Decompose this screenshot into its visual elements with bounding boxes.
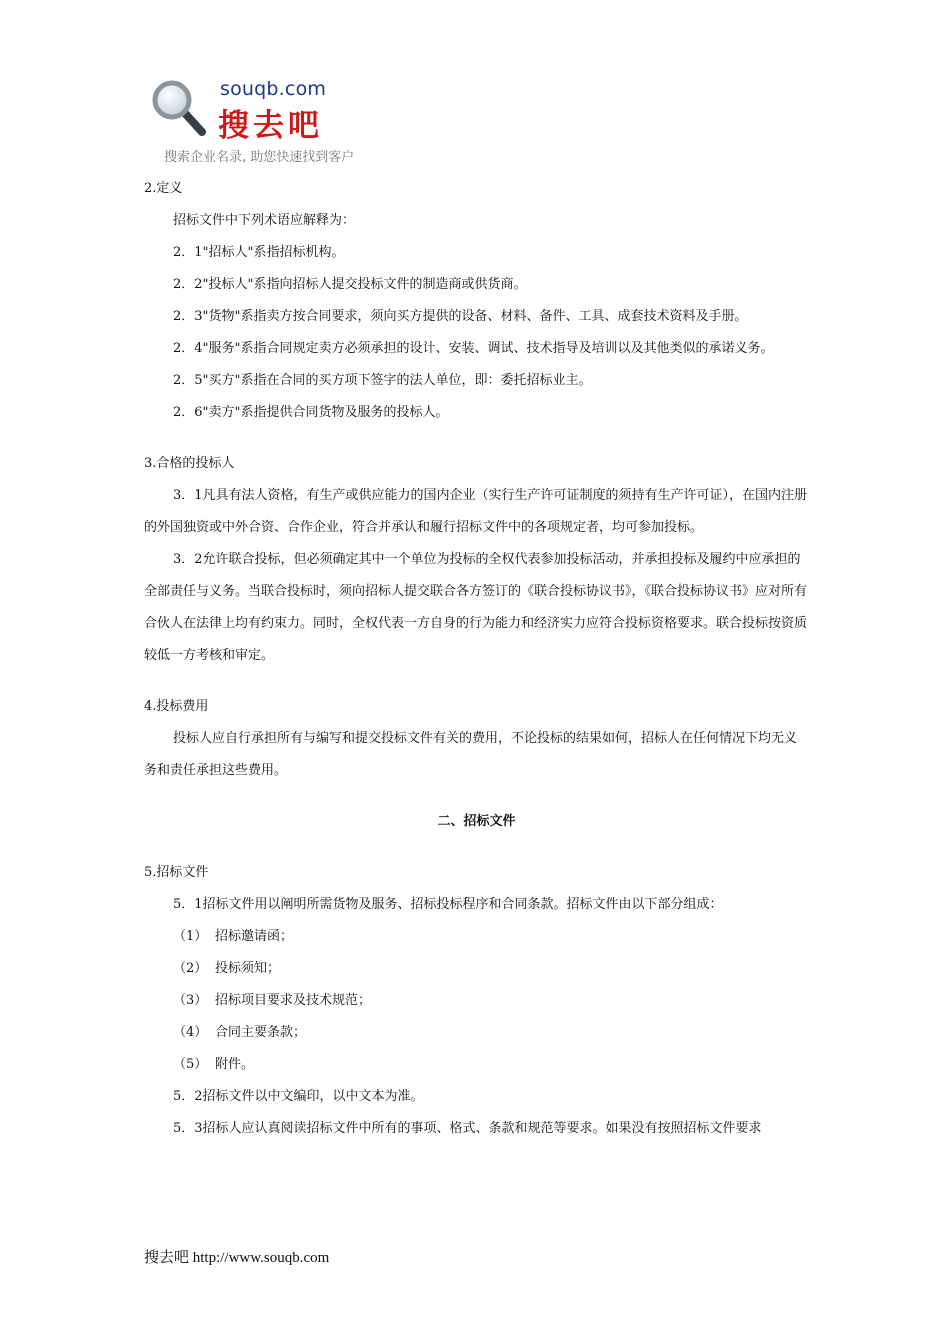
list-number: （4） — [173, 1025, 208, 1040]
logo-domain: souqb.com — [220, 78, 327, 100]
definition-item: 2．3"货物"系指卖方按合同要求，须向买方提供的设备、材料、备件、工具、成套技术资料及手册。 — [173, 309, 748, 324]
list-text: 合同主要条款； — [215, 1025, 307, 1040]
definition-item: 2．1"招标人"系指招标机构。 — [173, 245, 345, 260]
definition-item: 2．4"服务"系指合同规定卖方必须承担的设计、安装、调试、技术指导及培训以及其他类似的承诺义务。 — [173, 341, 774, 356]
list-number: （3） — [173, 993, 208, 1008]
logo-brand: 搜去吧 — [218, 108, 323, 144]
section-2-intro: 招标文件中下列术语应解释为： — [173, 213, 356, 228]
section-5-paragraph-1: 5．1招标文件用以阐明所需货物及服务、招标投标程序和合同条款。招标文件由以下部分组成： — [173, 897, 723, 912]
magnifier-icon — [150, 78, 214, 140]
list-number: （1） — [173, 929, 208, 944]
definition-item: 2．6"卖方"系指提供合同货物及服务的投标人。 — [173, 405, 449, 420]
definition-item: 2．5"买方"系指在合同的买方项下签字的法人单位，即：委托招标业主。 — [173, 373, 592, 388]
list-item — [144, 1017, 809, 1049]
section-2-heading: 2.定义 — [144, 181, 183, 196]
list-text: 招标项目要求及技术规范； — [215, 993, 372, 1008]
section-3-paragraph-1: 3．1凡具有法人资格，有生产或供应能力的国内企业（实行生产许可证制度的须持有生产许可证），在国内注册的外国独资或中外合资、合作企业，符合并承认和履行招标文件中的各项规定者，均可参加投标。 — [144, 488, 808, 535]
definition-item: 2．2"投标人"系指向招标人提交投标文件的制造商或供货商。 — [173, 277, 527, 292]
page-footer: 搜去吧 http://www.souqb.com — [144, 1250, 330, 1266]
list-item — [144, 1049, 809, 1081]
list-number: （5） — [173, 1057, 208, 1072]
section-5-heading: 5.招标文件 — [144, 865, 209, 880]
list-item — [144, 921, 809, 953]
list-item — [144, 953, 809, 985]
list-text: 附件。 — [215, 1057, 255, 1072]
document-body — [144, 173, 809, 1145]
list-number: （2） — [173, 961, 208, 976]
logo-tagline: 搜索企业名录, 助您快速找到客户 — [164, 150, 355, 165]
section-5-paragraph-3: 5．3招标人应认真阅读招标文件中所有的事项、格式、条款和规范等要求。如果没有按照招标文件要求 — [173, 1121, 762, 1136]
chapter-title: 二、招标文件 — [437, 814, 516, 829]
section-4-heading: 4.投标费用 — [144, 699, 209, 714]
site-logo[interactable] — [150, 76, 390, 166]
section-4-paragraph: 投标人应自行承担所有与编写和提交投标文件有关的费用，不论投标的结果如何，招标人在任何情况下均无义务和责任承担这些费用。 — [144, 731, 798, 778]
list-text: 投标须知； — [215, 961, 281, 976]
list-item — [144, 985, 809, 1017]
section-3-heading: 3.合格的投标人 — [144, 456, 235, 471]
list-text: 招标邀请函； — [215, 929, 294, 944]
section-5-paragraph-2: 5．2招标文件以中文编印，以中文本为准。 — [173, 1089, 424, 1104]
section-3-paragraph-2: 3．2允许联合投标，但必须确定其中一个单位为投标的全权代表参加投标活动，并承担投标及履约中应承担的全部责任与义务。当联合投标时，须向招标人提交联合各方签订的《联合投标协议书》，《联合投标协议书》应对所有合伙人在法律上均有约束力。同时，全权代表一方自身的行为能力和经济实力应符合投标资格要求。联合投标按资质较低一方考核和审定。 — [144, 552, 808, 663]
